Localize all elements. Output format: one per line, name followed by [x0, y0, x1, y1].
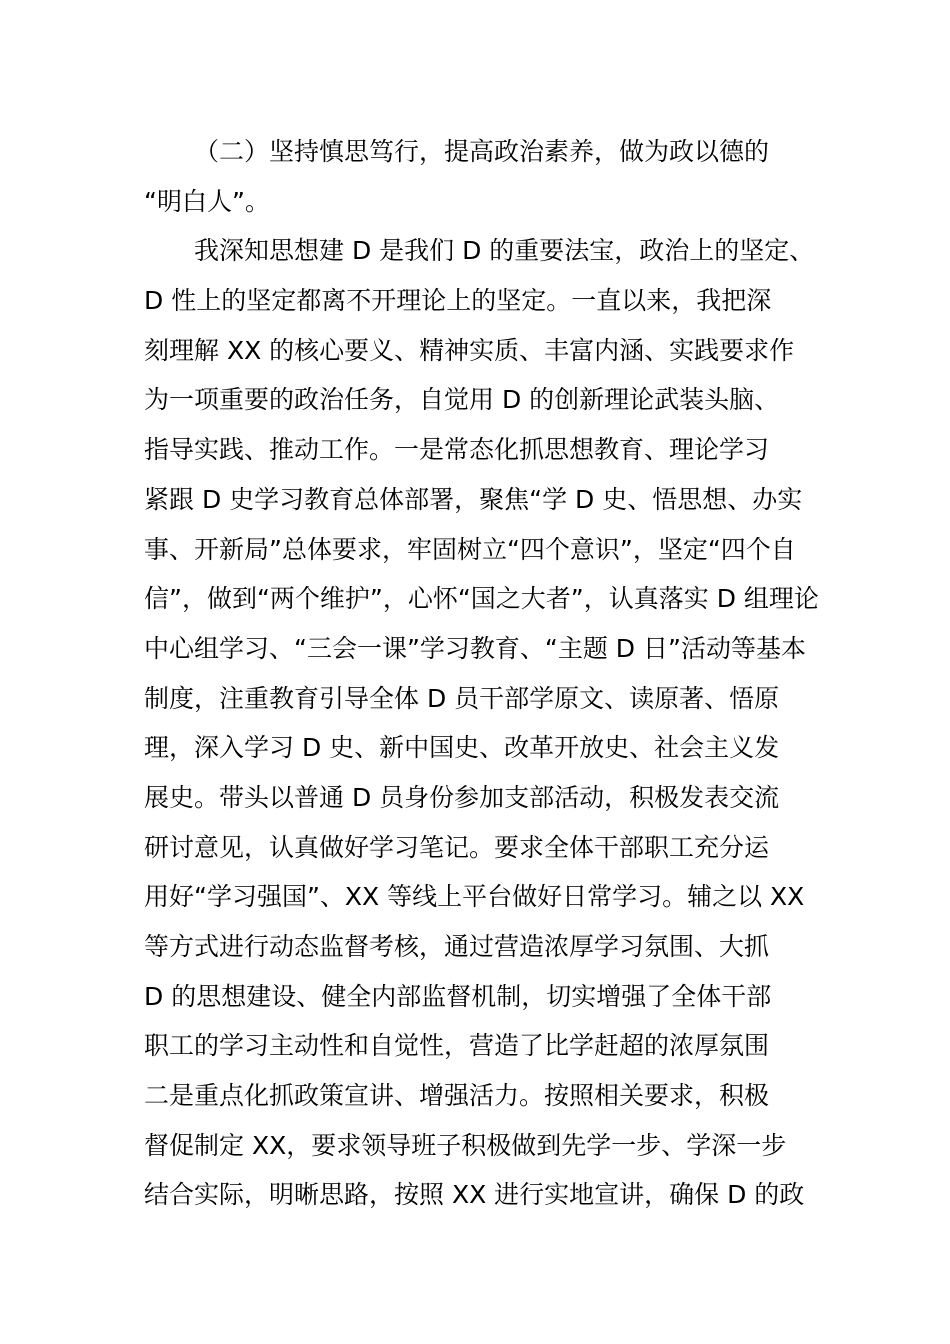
- paragraph-line: 研讨意见，认真做好学习笔记。要求全体干部职工充分运: [144, 832, 770, 862]
- paragraph-line: 刻理解 XX 的核心要义、精神实质、丰富内涵、实践要求作: [144, 335, 795, 365]
- paragraph-line: D 的思想建设、健全内部监督机制，切实增强了全体干部: [144, 981, 772, 1011]
- paragraph-line: 中心组学习、“三会一课”学习教育、“主题 D 日”活动等基本: [144, 633, 806, 663]
- paragraph-line: 事、开新局”总体要求，牢固树立“四个意识”，坚定“四个自: [144, 534, 796, 564]
- section-heading-line-1: （二）坚持慎思笃行，提高政治素养，做为政以德的: [194, 137, 770, 166]
- paragraph-line: D 性上的坚定都离不开理论上的坚定。一直以来，我把深: [144, 286, 772, 316]
- paragraph-line: 二是重点化抓政策宣讲、增强活力。按照相关要求，积极: [144, 1081, 770, 1111]
- paragraph-line: 制度，注重教育引导全体 D 员干部学原文、读原著、悟原: [144, 683, 780, 713]
- paragraph-line: 为一项重要的政治任务，自觉用 D 的创新理论武装头脑、: [144, 385, 780, 415]
- paragraph-line: 职工的学习主动性和自觉性，营造了比学赶超的浓厚氛围: [144, 1031, 770, 1061]
- paragraph-line: 指导实践、推动工作。一是常态化抓思想教育、理论学习: [144, 435, 770, 465]
- paragraph-line: 紧跟 D 史学习教育总体部署，聚焦“学 D 史、悟思想、办实: [144, 484, 803, 514]
- paragraph-line: 理，深入学习 D 史、新中国史、改革开放史、社会主义发: [144, 733, 780, 763]
- paragraph-line: 等方式进行动态监督考核，通过营造浓厚学习氛围、大抓: [144, 932, 770, 961]
- paragraph-line: 展史。带头以普通 D 员身份参加支部活动，积极发表交流: [144, 782, 780, 812]
- section-heading-line-2: “明白人”。: [144, 186, 270, 216]
- paragraph-line: 我深知思想建 D 是我们 D 的重要法宝，政治上的坚定、: [194, 236, 815, 266]
- document-body: [144, 127, 844, 1220]
- paragraph-line: 结合实际，明晰思路，按照 XX 进行实地宣讲，确保 D 的政: [144, 1180, 805, 1210]
- paragraph-line: 督促制定 XX，要求领导班子积极做到先学一步、学深一步: [144, 1130, 787, 1160]
- paragraph-line: 信”，做到“两个维护”，心怀“国之大者”，认真落实 D 组理论: [144, 584, 819, 614]
- paragraph-line: 用好“学习强国”、XX 等线上平台做好日常学习。辅之以 XX: [144, 882, 805, 912]
